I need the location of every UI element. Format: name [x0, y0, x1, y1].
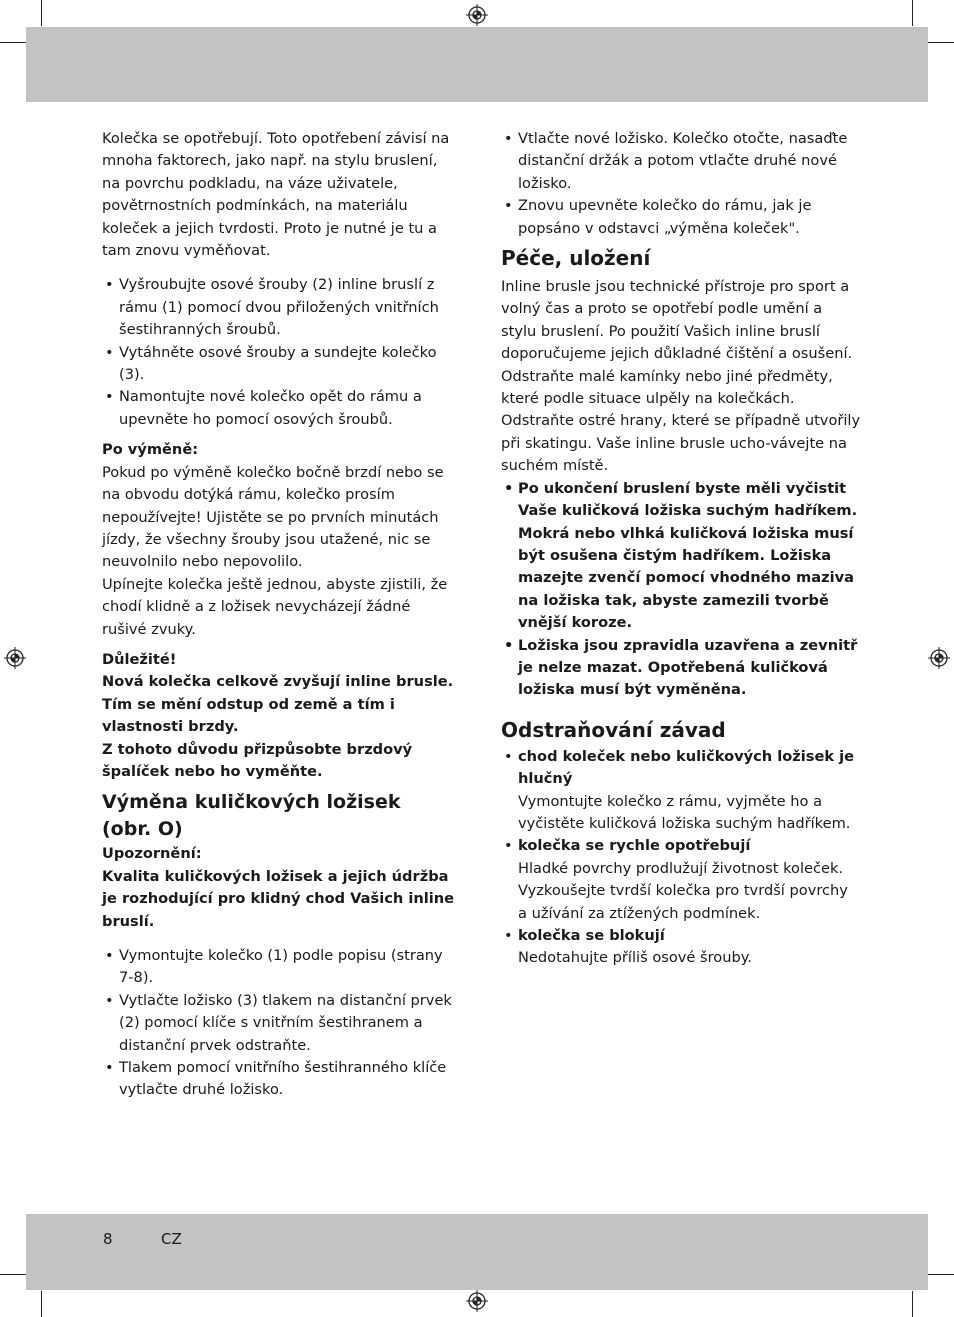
left-column [102, 128, 454, 1102]
trouble-problem: • kolečka se blokují [518, 927, 665, 944]
registration-mark-icon [928, 647, 950, 669]
important-text-2: Z tohoto důvodu přizpůsobte brzdový špalíček nebo ho vyměňte. [102, 740, 413, 780]
crop-mark [928, 1274, 954, 1275]
trouble-solution: Vymontujte kolečko z rámu, vyjměte ho a vyčistěte kuličková ložiska suchým hadříkem. [518, 792, 851, 832]
crop-mark [912, 0, 913, 26]
trouble-solution: Hladké povrchy prodlužují životnost koleček. Vyzkoušejte tvrdší kolečka pro tvrdší povrchy a užívání za ztížených podmínek. [518, 859, 848, 922]
care-bullets [501, 478, 861, 702]
page-number: 8 [103, 1230, 113, 1248]
troubleshooting-title: Odstraňování závad [501, 717, 726, 742]
care-storage-text: Inline brusle jsou technické přístroje pro sport a volný čas a proto se opotřebí podle umění a stylu bruslení. Po použití Vašich inline bruslí doporučujeme jejich důkladné čištění a osušení. Odstraňte malé kamínky nebo jiné předměty, které podle situace ulpěly na kolečkách. Odstraňte ostré hrany, které se případně utvořily při skatingu. Vaše inline brusle ucho-vávejte na suchém místě. [501, 278, 861, 475]
list-item [501, 746, 861, 836]
trouble-solution: Nedotahujte příliš osové šrouby. [518, 949, 752, 967]
bearing-replacement-steps-continued [501, 128, 861, 240]
language-code: CZ [161, 1230, 182, 1248]
wheel-wear-intro: Kolečka se opotřebují. Toto opotřebení závisí na mnoha faktorech, jako např. na stylu bruslení, na povrchu podkladu, na váze uživatele, povětrnostních podmínkách, na materiálu koleček a jejich tvrdosti. Proto je nutné je tu a tam znovu vyměňovat. [102, 130, 450, 260]
footer-band [26, 1214, 928, 1290]
bearing-replacement-steps [102, 945, 454, 1102]
crop-mark [928, 42, 954, 43]
list-item: • Vymontujte kolečko (1) podle popisu (strany 7-8). [102, 945, 454, 990]
right-column [501, 128, 861, 970]
bearing-replacement-title: Výměna kuličkových ložisek (obr. O) [102, 791, 401, 841]
registration-mark-icon [466, 1290, 488, 1312]
list-item: • Vytáhněte osové šrouby a sundejte kolečko (3). [102, 342, 454, 387]
crop-mark [41, 0, 42, 26]
list-item: • Po ukončení bruslení byste měli vyčistit Vaše kuličková ložiska suchým hadříkem. Mokrá nebo vlhká kuličková ložiska musí být osušena čistým hadříkem. Ložiska mazejte zvenčí pomocí vhodného maziva na ložiska tak, abyste zamezili tvorbě vnější koroze. [501, 478, 861, 635]
important-text: Nová kolečka celkově zvyšují inline brusle. Tím se mění odstup od země a tím i vlastnosti brzdy. [102, 673, 454, 736]
warning-text: Kvalita kuličkových ložisek a jejich údržba je rozhodující pro klidný chod Vašich inline bruslí. [102, 867, 455, 930]
care-storage-title: Péče, uložení [501, 246, 651, 271]
troubleshooting-list [501, 746, 861, 970]
list-item: • Vytlačte ložisko (3) tlakem na distanční prvek (2) pomocí klíče s vnitřním šestihranem a distanční prvek odstraňte. [102, 990, 454, 1057]
crop-mark [0, 1274, 26, 1275]
list-item: • Vyšroubujte osové šrouby (2) inline bruslí z rámu (1) pomocí dvou přiložených vnitřních šestihranných šroubů. [102, 274, 454, 341]
after-replacement-heading: Po výměně: [102, 441, 199, 459]
important-heading: Důležité! [102, 650, 177, 668]
after-replacement-text: Pokud po výměně kolečko bočně brzdí nebo se na obvodu dotýká rámu, kolečko prosím nepoužívejte! Ujistěte se po prvních minutách jízdy, že všechny šrouby jsou utažené, nic se neuvolnilo nebo nepovolilo. [102, 463, 444, 571]
list-item: • Namontujte nové kolečko opět do rámu a upevněte ho pomocí osových šroubů. [102, 386, 454, 431]
crop-mark [41, 1291, 42, 1317]
trouble-problem: • kolečka se rychle opotřebují [518, 837, 751, 855]
list-item: • Ložiska jsou zpravidla uzavřena a zevnitř je nelze mazat. Opotřebená kuličková ložiska musí být vyměněna. [501, 635, 861, 702]
list-item: • Vtlačte nové ložisko. Kolečko otočte, nasaďte distanční držák a potom vtlačte druhé nové ložisko. [501, 128, 861, 195]
header-band [26, 27, 928, 102]
warning-heading: Upozornění: [102, 845, 202, 863]
registration-mark-icon [4, 647, 26, 669]
registration-mark-icon [466, 4, 488, 26]
trouble-problem: • chod koleček nebo kuličkových ložisek je hlučný [518, 747, 855, 788]
list-item: • Znovu upevněte kolečko do rámu, jak je popsáno v odstavci „výměna koleček". [501, 195, 861, 240]
list-item [501, 925, 861, 970]
crop-mark [912, 1291, 913, 1317]
list-item [501, 835, 861, 925]
list-item: • Tlakem pomocí vnitřního šestihranného klíče vytlačte druhé ložisko. [102, 1057, 454, 1102]
crop-mark [0, 42, 26, 43]
wheel-replacement-steps [102, 274, 454, 431]
after-replacement-text-2: Upínejte kolečka ještě jednou, abyste zjistili, že chodí klidně a z ložisek nevycházejí žádné rušivé zvuky. [102, 575, 448, 638]
